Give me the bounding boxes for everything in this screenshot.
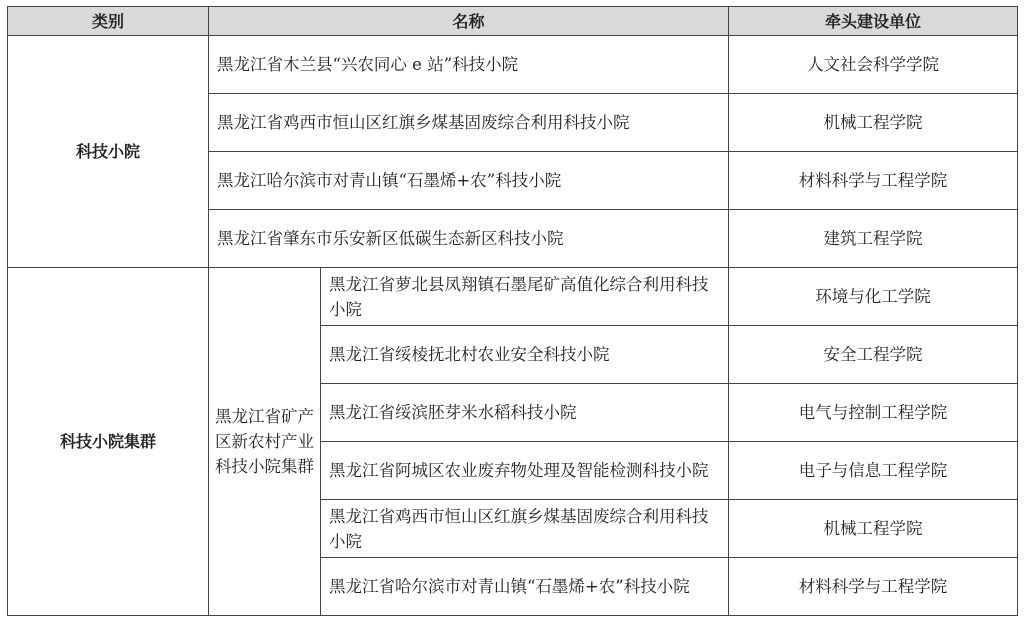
name-cell: 黑龙江省阿城区农业废弃物处理及智能检测科技小院 — [321, 442, 729, 500]
table-row — [8, 268, 1018, 326]
unit-cell: 人文社会科学学院 — [729, 36, 1018, 94]
name-cell: 黑龙江哈尔滨市对青山镇“石墨烯+农”科技小院 — [209, 152, 729, 210]
name-cell: 黑龙江省绥棱抚北村农业安全科技小院 — [321, 326, 729, 384]
unit-cell: 电子与信息工程学院 — [729, 442, 1018, 500]
header-category: 类别 — [8, 7, 209, 36]
name-cell: 黑龙江省鸡西市恒山区红旗乡煤基固废综合利用科技小院 — [209, 94, 729, 152]
unit-cell: 机械工程学院 — [729, 94, 1018, 152]
header-name: 名称 — [209, 7, 729, 36]
science-courtyard-table — [7, 6, 1018, 616]
name-cell: 黑龙江省哈尔滨市对青山镇“石墨烯+农”科技小院 — [321, 558, 729, 616]
category-cell: 科技小院集群 — [8, 268, 209, 616]
unit-cell: 材料科学与工程学院 — [729, 152, 1018, 210]
name-cell: 黑龙江省肇东市乐安新区低碳生态新区科技小院 — [209, 210, 729, 268]
table-row — [8, 36, 1018, 94]
unit-cell: 机械工程学院 — [729, 500, 1018, 558]
unit-cell: 电气与控制工程学院 — [729, 384, 1018, 442]
name-cell: 黑龙江省木兰县“兴农同心 e 站”科技小院 — [209, 36, 729, 94]
name-cell: 黑龙江省萝北县凤翔镇石墨尾矿高值化综合利用科技小院 — [321, 268, 729, 326]
category-cell: 科技小院 — [8, 36, 209, 268]
unit-cell: 安全工程学院 — [729, 326, 1018, 384]
unit-cell: 环境与化工学院 — [729, 268, 1018, 326]
unit-cell: 材料科学与工程学院 — [729, 558, 1018, 616]
name-cell: 黑龙江省绥滨胚芽米水稻科技小院 — [321, 384, 729, 442]
cluster-cell: 黑龙江省矿产区新农村产业科技小院集群 — [209, 268, 321, 616]
header-row — [8, 7, 1018, 36]
header-unit: 牵头建设单位 — [729, 7, 1018, 36]
name-cell: 黑龙江省鸡西市恒山区红旗乡煤基固废综合利用科技小院 — [321, 500, 729, 558]
unit-cell: 建筑工程学院 — [729, 210, 1018, 268]
